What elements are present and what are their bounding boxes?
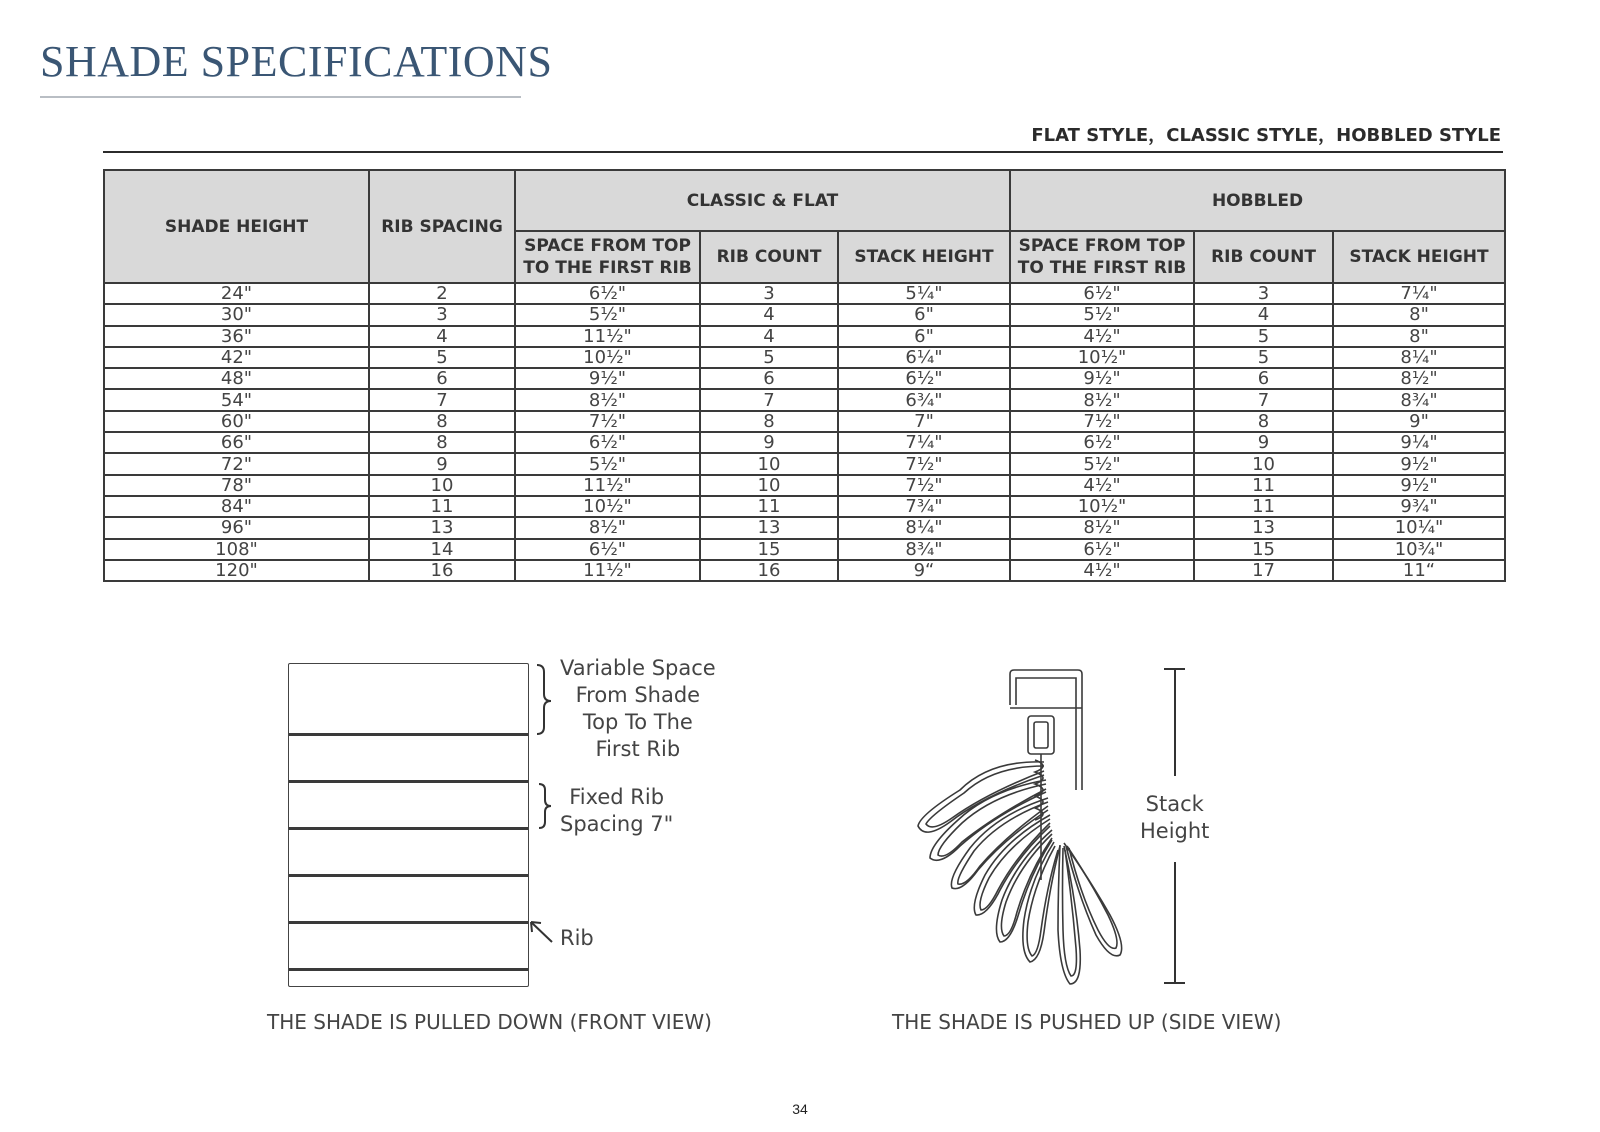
table-cell: 8½" bbox=[1010, 517, 1194, 538]
table-cell: 7½" bbox=[515, 411, 700, 432]
table-cell: 7" bbox=[838, 411, 1010, 432]
table-cell: 11“ bbox=[1333, 560, 1505, 581]
rib-line bbox=[289, 733, 528, 736]
table-cell: 8½" bbox=[1010, 389, 1194, 410]
table-cell: 8¾" bbox=[1333, 389, 1505, 410]
table-cell: 11½" bbox=[515, 560, 700, 581]
table-cell: 13 bbox=[700, 517, 838, 538]
table-cell: 5 bbox=[1194, 326, 1333, 347]
rib-line bbox=[289, 874, 528, 877]
table-cell: 8 bbox=[369, 432, 515, 453]
rib-line bbox=[289, 968, 528, 971]
table-cell: 16 bbox=[369, 560, 515, 581]
table-cell: 8 bbox=[700, 411, 838, 432]
header-classic-flat: CLASSIC & FLAT bbox=[515, 170, 1010, 231]
header-rib-spacing: RIB SPACING bbox=[369, 170, 515, 283]
table-cell: 15 bbox=[1194, 539, 1333, 560]
side-view-stack bbox=[918, 670, 1122, 984]
table-cell: 10½" bbox=[1010, 496, 1194, 517]
rib-label: Rib bbox=[560, 926, 594, 950]
table-cell: 7¼" bbox=[1333, 283, 1505, 304]
front-view-shade bbox=[288, 663, 529, 987]
table-cell: 17 bbox=[1194, 560, 1333, 581]
table-cell: 5 bbox=[700, 347, 838, 368]
table-cell: 54" bbox=[104, 389, 369, 410]
side-view-caption: THE SHADE IS PUSHED UP (SIDE VIEW) bbox=[892, 1010, 1282, 1034]
table-cell: 7½" bbox=[838, 453, 1010, 474]
table-cell: 6½" bbox=[515, 283, 700, 304]
table-cell: 8¼" bbox=[1333, 347, 1505, 368]
table-cell: 6½" bbox=[1010, 432, 1194, 453]
table-row bbox=[104, 453, 1505, 474]
table-cell: 5 bbox=[1194, 347, 1333, 368]
table-cell: 4½" bbox=[1010, 560, 1194, 581]
table-cell: 6¼" bbox=[838, 347, 1010, 368]
table-cell: 2 bbox=[369, 283, 515, 304]
brace-icon bbox=[537, 665, 551, 734]
header-hobbled-space-from-top: SPACE FROM TOP TO THE FIRST RIB bbox=[1010, 231, 1194, 283]
styles-line: FLAT STYLE，CLASSIC STYLE，HOBBLED STYLE bbox=[1031, 125, 1501, 146]
table-cell: 84" bbox=[104, 496, 369, 517]
specifications-table bbox=[103, 169, 1506, 582]
table-cell: 5¼" bbox=[838, 283, 1010, 304]
table-cell: 10 bbox=[1194, 453, 1333, 474]
table-cell: 8" bbox=[1333, 326, 1505, 347]
table-cell: 9¾" bbox=[1333, 496, 1505, 517]
table-cell: 10½" bbox=[1010, 347, 1194, 368]
table-cell: 9½" bbox=[1333, 475, 1505, 496]
table-cell: 96" bbox=[104, 517, 369, 538]
title-underline bbox=[40, 96, 521, 98]
table-row bbox=[104, 411, 1505, 432]
table-cell: 6 bbox=[369, 368, 515, 389]
header-classic-rib-count: RIB COUNT bbox=[700, 231, 838, 283]
table-cell: 78" bbox=[104, 475, 369, 496]
table-cell: 9½" bbox=[515, 368, 700, 389]
table-row bbox=[104, 560, 1505, 581]
table-cell: 11 bbox=[1194, 475, 1333, 496]
table-cell: 48" bbox=[104, 368, 369, 389]
rib-line bbox=[289, 827, 528, 830]
table-cell: 11½" bbox=[515, 475, 700, 496]
table-cell: 10¼" bbox=[1333, 517, 1505, 538]
table-cell: 6½" bbox=[1010, 539, 1194, 560]
table-cell: 13 bbox=[1194, 517, 1333, 538]
table-cell: 10¾" bbox=[1333, 539, 1505, 560]
table-cell: 4½" bbox=[1010, 475, 1194, 496]
rib-line bbox=[289, 921, 528, 924]
table-cell: 30" bbox=[104, 304, 369, 325]
header-hobbled-rib-count: RIB COUNT bbox=[1194, 231, 1333, 283]
table-cell: 42" bbox=[104, 347, 369, 368]
table-cell: 10 bbox=[369, 475, 515, 496]
table-cell: 9 bbox=[700, 432, 838, 453]
table-row bbox=[104, 347, 1505, 368]
table-cell: 9“ bbox=[838, 560, 1010, 581]
header-hobbled: HOBBLED bbox=[1010, 170, 1505, 231]
table-cell: 66" bbox=[104, 432, 369, 453]
table-cell: 4 bbox=[1194, 304, 1333, 325]
table-cell: 36" bbox=[104, 326, 369, 347]
front-view-caption: THE SHADE IS PULLED DOWN (FRONT VIEW) bbox=[267, 1010, 712, 1034]
table-row bbox=[104, 389, 1505, 410]
table-body bbox=[104, 283, 1505, 581]
table-row bbox=[104, 496, 1505, 517]
table-cell: 16 bbox=[700, 560, 838, 581]
table-cell: 5½" bbox=[1010, 453, 1194, 474]
header-classic-stack-height: STACK HEIGHT bbox=[838, 231, 1010, 283]
table-cell: 7½" bbox=[838, 475, 1010, 496]
table-cell: 11 bbox=[369, 496, 515, 517]
table-cell: 60" bbox=[104, 411, 369, 432]
table-cell: 10½" bbox=[515, 347, 700, 368]
table-cell: 8¾" bbox=[838, 539, 1010, 560]
table-cell: 14 bbox=[369, 539, 515, 560]
table-cell: 5½" bbox=[515, 304, 700, 325]
table-cell: 4 bbox=[369, 326, 515, 347]
header-classic-space-from-top: SPACE FROM TOP TO THE FIRST RIB bbox=[515, 231, 700, 283]
table-cell: 9½" bbox=[1333, 453, 1505, 474]
styles-divider bbox=[103, 151, 1503, 153]
table-cell: 10 bbox=[700, 453, 838, 474]
table-cell: 8" bbox=[1333, 304, 1505, 325]
page-number: 34 bbox=[792, 1101, 808, 1117]
table-cell: 8 bbox=[1194, 411, 1333, 432]
table-cell: 8 bbox=[369, 411, 515, 432]
table-cell: 11½" bbox=[515, 326, 700, 347]
arrow-icon bbox=[531, 922, 552, 942]
rib-line bbox=[289, 780, 528, 783]
table-cell: 4 bbox=[700, 326, 838, 347]
table-cell: 6½" bbox=[838, 368, 1010, 389]
table-cell: 13 bbox=[369, 517, 515, 538]
table-row bbox=[104, 517, 1505, 538]
table-cell: 15 bbox=[700, 539, 838, 560]
table-cell: 6" bbox=[838, 304, 1010, 325]
table-cell: 6 bbox=[700, 368, 838, 389]
table-cell: 6½" bbox=[515, 539, 700, 560]
table-cell: 6" bbox=[838, 326, 1010, 347]
table-row bbox=[104, 283, 1505, 304]
table-cell: 3 bbox=[369, 304, 515, 325]
variable-space-label: Variable Space From Shade Top To The First Rib bbox=[560, 656, 716, 761]
table-cell: 9 bbox=[1194, 432, 1333, 453]
table-cell: 7 bbox=[369, 389, 515, 410]
table-row bbox=[104, 326, 1505, 347]
table-cell: 9¼" bbox=[1333, 432, 1505, 453]
table-cell: 7 bbox=[700, 389, 838, 410]
table-cell: 4½" bbox=[1010, 326, 1194, 347]
table-cell: 7¾" bbox=[838, 496, 1010, 517]
table-row bbox=[104, 304, 1505, 325]
table-cell: 10 bbox=[700, 475, 838, 496]
table-cell: 11 bbox=[700, 496, 838, 517]
table-row bbox=[104, 368, 1505, 389]
table-cell: 8¼" bbox=[838, 517, 1010, 538]
table-cell: 7 bbox=[1194, 389, 1333, 410]
table-cell: 5 bbox=[369, 347, 515, 368]
table-cell: 6½" bbox=[515, 432, 700, 453]
brace-icon bbox=[539, 784, 551, 828]
header-shade-height: SHADE HEIGHT bbox=[104, 170, 369, 283]
table-cell: 8½" bbox=[515, 517, 700, 538]
table-cell: 7½" bbox=[1010, 411, 1194, 432]
table-cell: 8½" bbox=[515, 389, 700, 410]
table-cell: 24" bbox=[104, 283, 369, 304]
table-cell: 108" bbox=[104, 539, 369, 560]
table-row bbox=[104, 475, 1505, 496]
table-cell: 6¾" bbox=[838, 389, 1010, 410]
table-row bbox=[104, 539, 1505, 560]
table-cell: 3 bbox=[1194, 283, 1333, 304]
table-cell: 9½" bbox=[1010, 368, 1194, 389]
stack-height-label: Stack Height bbox=[1140, 792, 1210, 843]
table-cell: 5½" bbox=[1010, 304, 1194, 325]
table-cell: 4 bbox=[700, 304, 838, 325]
table-row bbox=[104, 432, 1505, 453]
table-cell: 5½" bbox=[515, 453, 700, 474]
table-cell: 6 bbox=[1194, 368, 1333, 389]
table-cell: 11 bbox=[1194, 496, 1333, 517]
table-cell: 9 bbox=[369, 453, 515, 474]
table-cell: 8½" bbox=[1333, 368, 1505, 389]
table-cell: 10½" bbox=[515, 496, 700, 517]
table-cell: 7¼" bbox=[838, 432, 1010, 453]
header-hobbled-stack-height: STACK HEIGHT bbox=[1333, 231, 1505, 283]
table-cell: 120" bbox=[104, 560, 369, 581]
table-cell: 6½" bbox=[1010, 283, 1194, 304]
table-cell: 72" bbox=[104, 453, 369, 474]
table-cell: 9" bbox=[1333, 411, 1505, 432]
page-title: SHADE SPECIFICATIONS bbox=[40, 37, 553, 86]
fixed-rib-label: Fixed Rib Spacing 7" bbox=[560, 785, 674, 836]
table-cell: 3 bbox=[700, 283, 838, 304]
